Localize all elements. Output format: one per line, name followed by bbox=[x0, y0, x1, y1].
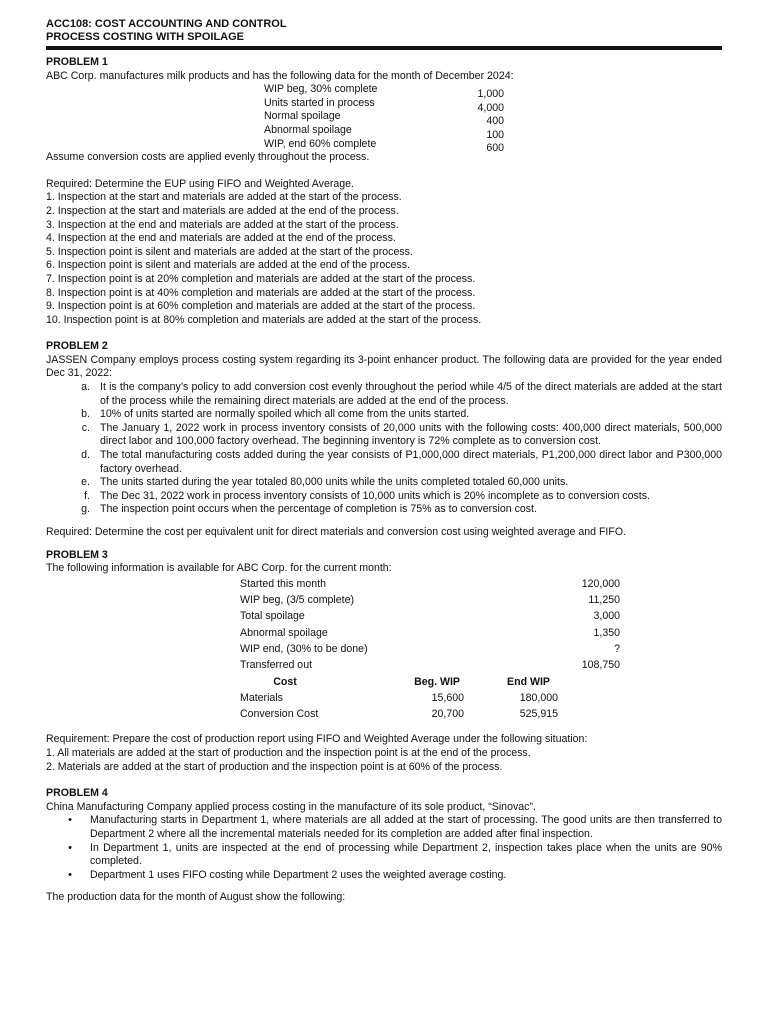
item-marker: c. bbox=[81, 421, 90, 434]
row-label: Units started in process bbox=[264, 96, 375, 109]
problem-1 bbox=[46, 56, 722, 327]
table-row bbox=[240, 608, 722, 624]
item-marker: e. bbox=[81, 476, 90, 489]
end-wip-value: 180,000 bbox=[519, 691, 558, 704]
row-value: 120,000 bbox=[581, 577, 620, 590]
item-marker: f. bbox=[84, 489, 90, 502]
list-item bbox=[46, 814, 722, 841]
row-label: Total spoilage bbox=[240, 610, 305, 623]
list-item: 2. Inspection at the start and materials are added at the end of the process. bbox=[46, 204, 399, 217]
row-value: 4,000 bbox=[477, 101, 504, 114]
item-text: The total manufacturing costs added during the year consists of P1,000,000 direct materials, P1,200,000 direct labor and P300,000 factory overhead. bbox=[100, 449, 722, 475]
list-item: 2. Materials are added at the start of production and the inspection point is at 60% of the process. bbox=[46, 760, 503, 773]
problem-1-required: Required: Determine the EUP using FIFO and Weighted Average. bbox=[46, 177, 354, 190]
item-text: The units started during the year totaled 80,000 units while the units completed totaled 60,000 units. bbox=[100, 476, 569, 489]
row-label: Started this month bbox=[240, 577, 326, 590]
problem-2-list bbox=[46, 381, 722, 517]
problem-3 bbox=[46, 549, 722, 775]
row-label: Transferred out bbox=[240, 659, 313, 672]
row-label: WIP end, (30% to be done) bbox=[240, 642, 368, 655]
list-item: 6. Inspection point is silent and materials are added at the end of the process. bbox=[46, 259, 410, 272]
row-value: 11,250 bbox=[588, 594, 620, 607]
list-item: 7. Inspection point is at 20% completion and materials are added at the start of the process. bbox=[46, 272, 476, 285]
list-item: 4. Inspection at the end and materials are added at the end of the process. bbox=[46, 232, 396, 245]
problem-1-list bbox=[46, 191, 722, 327]
item-text: In Department 1, units are inspected at the end of processing while Department 2, inspection takes place when the units are 90% completed. bbox=[90, 841, 722, 868]
item-text: The inspection point occurs when the percentage of completion is 75% as to conversion cost. bbox=[100, 503, 537, 516]
bullet-icon: • bbox=[68, 814, 72, 827]
course-title: ACC108: COST ACCOUNTING AND CONTROL bbox=[46, 18, 287, 30]
item-text: The Dec 31, 2022 work in process inventory consists of 10,000 units which is 20% incomplete as to conversion costs. bbox=[100, 489, 650, 502]
list-item bbox=[46, 842, 722, 869]
list-item: 5. Inspection point is silent and materials are added at the start of the process. bbox=[46, 245, 413, 258]
list-item: 10. Inspection point is at 80% completion and materials are added at the start of the process. bbox=[46, 313, 482, 326]
list-item bbox=[46, 476, 722, 490]
problem-1-title: PROBLEM 1 bbox=[46, 56, 108, 68]
row-label: Normal spoilage bbox=[264, 110, 341, 123]
beg-wip-value: 20,700 bbox=[431, 708, 464, 721]
problem-1-assumption: Assume conversion costs are applied evenly throughout the process. bbox=[46, 151, 370, 164]
problem-2-intro: JASSEN Company employs process costing system regarding its 3-point enhancer product. The following data are provided for the year ended Dec 31, 2022: bbox=[46, 353, 722, 380]
document-header bbox=[46, 18, 287, 44]
list-item: 9. Inspection point is at 60% completion and materials are added at the start of the process. bbox=[46, 300, 476, 313]
list-item bbox=[46, 408, 722, 422]
end-wip-value: 525,915 bbox=[519, 708, 558, 721]
header-rule bbox=[46, 46, 722, 50]
cost-table-row bbox=[240, 706, 722, 722]
item-marker: g. bbox=[81, 503, 90, 516]
row-label: Abnormal spoilage bbox=[264, 123, 352, 136]
item-text: 10% of units started are normally spoiled which all come from the units started. bbox=[100, 408, 470, 421]
list-item bbox=[46, 869, 722, 883]
problem-4 bbox=[46, 787, 722, 905]
row-value: 108,750 bbox=[581, 659, 620, 672]
problem-4-production-intro: The production data for the month of August show the following: bbox=[46, 891, 346, 904]
row-label: Conversion Cost bbox=[240, 708, 319, 721]
problem-3-intro: The following information is available for ABC Corp. for the current month: bbox=[46, 562, 392, 575]
problem-2-required: Required: Determine the cost per equivalent unit for direct materials and conversion cost using weighted average and FIFO. bbox=[46, 526, 627, 538]
end-wip-column-header: End WIP bbox=[507, 675, 550, 688]
problem-2 bbox=[46, 340, 722, 539]
beg-wip-value: 15,600 bbox=[431, 691, 464, 704]
bullet-icon: • bbox=[68, 841, 72, 854]
topic-title: PROCESS COSTING WITH SPOILAGE bbox=[46, 31, 245, 43]
row-label: WIP, end 60% complete bbox=[264, 137, 377, 150]
table-row bbox=[240, 641, 722, 657]
item-text: Department 1 uses FIFO costing while Department 2 uses the weighted average costing. bbox=[90, 868, 507, 881]
list-item bbox=[46, 449, 722, 476]
row-value: 100 bbox=[486, 128, 504, 141]
row-value: 1,000 bbox=[477, 88, 504, 100]
problem-4-bullets bbox=[46, 814, 722, 882]
table-row bbox=[240, 657, 722, 673]
problem-3-title: PROBLEM 3 bbox=[46, 548, 108, 561]
item-marker: b. bbox=[81, 408, 90, 421]
row-value: 1,350 bbox=[593, 626, 620, 639]
table-row bbox=[240, 592, 722, 608]
cost-table-header bbox=[240, 674, 722, 690]
document-body bbox=[46, 56, 722, 905]
table-row bbox=[240, 625, 722, 641]
row-label: WIP beg, (3/5 complete) bbox=[240, 594, 355, 607]
list-item bbox=[46, 490, 722, 504]
row-value: 400 bbox=[486, 115, 504, 128]
row-label: WIP beg, 30% complete bbox=[264, 83, 378, 96]
problem-3-requirement: Requirement: Prepare the cost of production report using FIFO and Weighted Average under the following situation: bbox=[46, 733, 588, 746]
table-row bbox=[240, 576, 722, 592]
list-item bbox=[46, 381, 722, 408]
row-value: 3,000 bbox=[593, 610, 620, 623]
beg-wip-column-header: Beg. WIP bbox=[414, 675, 460, 688]
list-item: 8. Inspection point is at 40% completion and materials are added at the start of the process. bbox=[46, 286, 476, 299]
item-text: The January 1, 2022 work in process inventory consists of 20,000 units with the following costs: 400,000 direct materials, 500,000 direct labor and 100,000 factory overhead. The beginning inventory is 72% complete as to conversion cost. bbox=[100, 421, 722, 448]
list-item: 3. Inspection at the end and materials are added at the start of the process. bbox=[46, 218, 399, 231]
row-value: 600 bbox=[486, 142, 504, 155]
cost-column-header: Cost bbox=[273, 675, 297, 688]
problem-4-intro: China Manufacturing Company applied process costing in the manufacture of its sole product, “Sinovac”. bbox=[46, 800, 536, 813]
list-item: 1. All materials are added at the start of production and the inspection point is at the end of the process. bbox=[46, 747, 531, 760]
problem-1-values bbox=[446, 88, 504, 156]
problem-3-table bbox=[240, 576, 722, 723]
list-item: 1. Inspection at the start and materials are added at the start of the process. bbox=[46, 191, 402, 204]
problem-2-title: PROBLEM 2 bbox=[46, 340, 108, 353]
cost-table-row bbox=[240, 690, 722, 706]
item-marker: a. bbox=[81, 381, 90, 394]
list-item bbox=[46, 503, 722, 517]
item-text: It is the company’s policy to add conversion cost evenly throughout the period while 4/5 of the direct materials are added at the start of the process while the remaining direct materials are added at the end of the process. bbox=[100, 381, 722, 407]
item-marker: d. bbox=[81, 449, 90, 462]
item-text: Manufacturing starts in Department 1, where materials are all added at the start of processing. The good units are then transferred to Department 2 where all the incremental materials needed for its completion are added after final inspection. bbox=[90, 814, 722, 841]
list-item bbox=[46, 422, 722, 449]
problem-1-intro: ABC Corp. manufactures milk products and has the following data for the month of December 2024: bbox=[46, 69, 514, 82]
problem-4-title: PROBLEM 4 bbox=[46, 787, 108, 800]
row-label: Abnormal spoilage bbox=[240, 626, 328, 639]
bullet-icon: • bbox=[68, 868, 72, 881]
row-label: Materials bbox=[240, 691, 283, 704]
row-value: ? bbox=[614, 642, 620, 655]
